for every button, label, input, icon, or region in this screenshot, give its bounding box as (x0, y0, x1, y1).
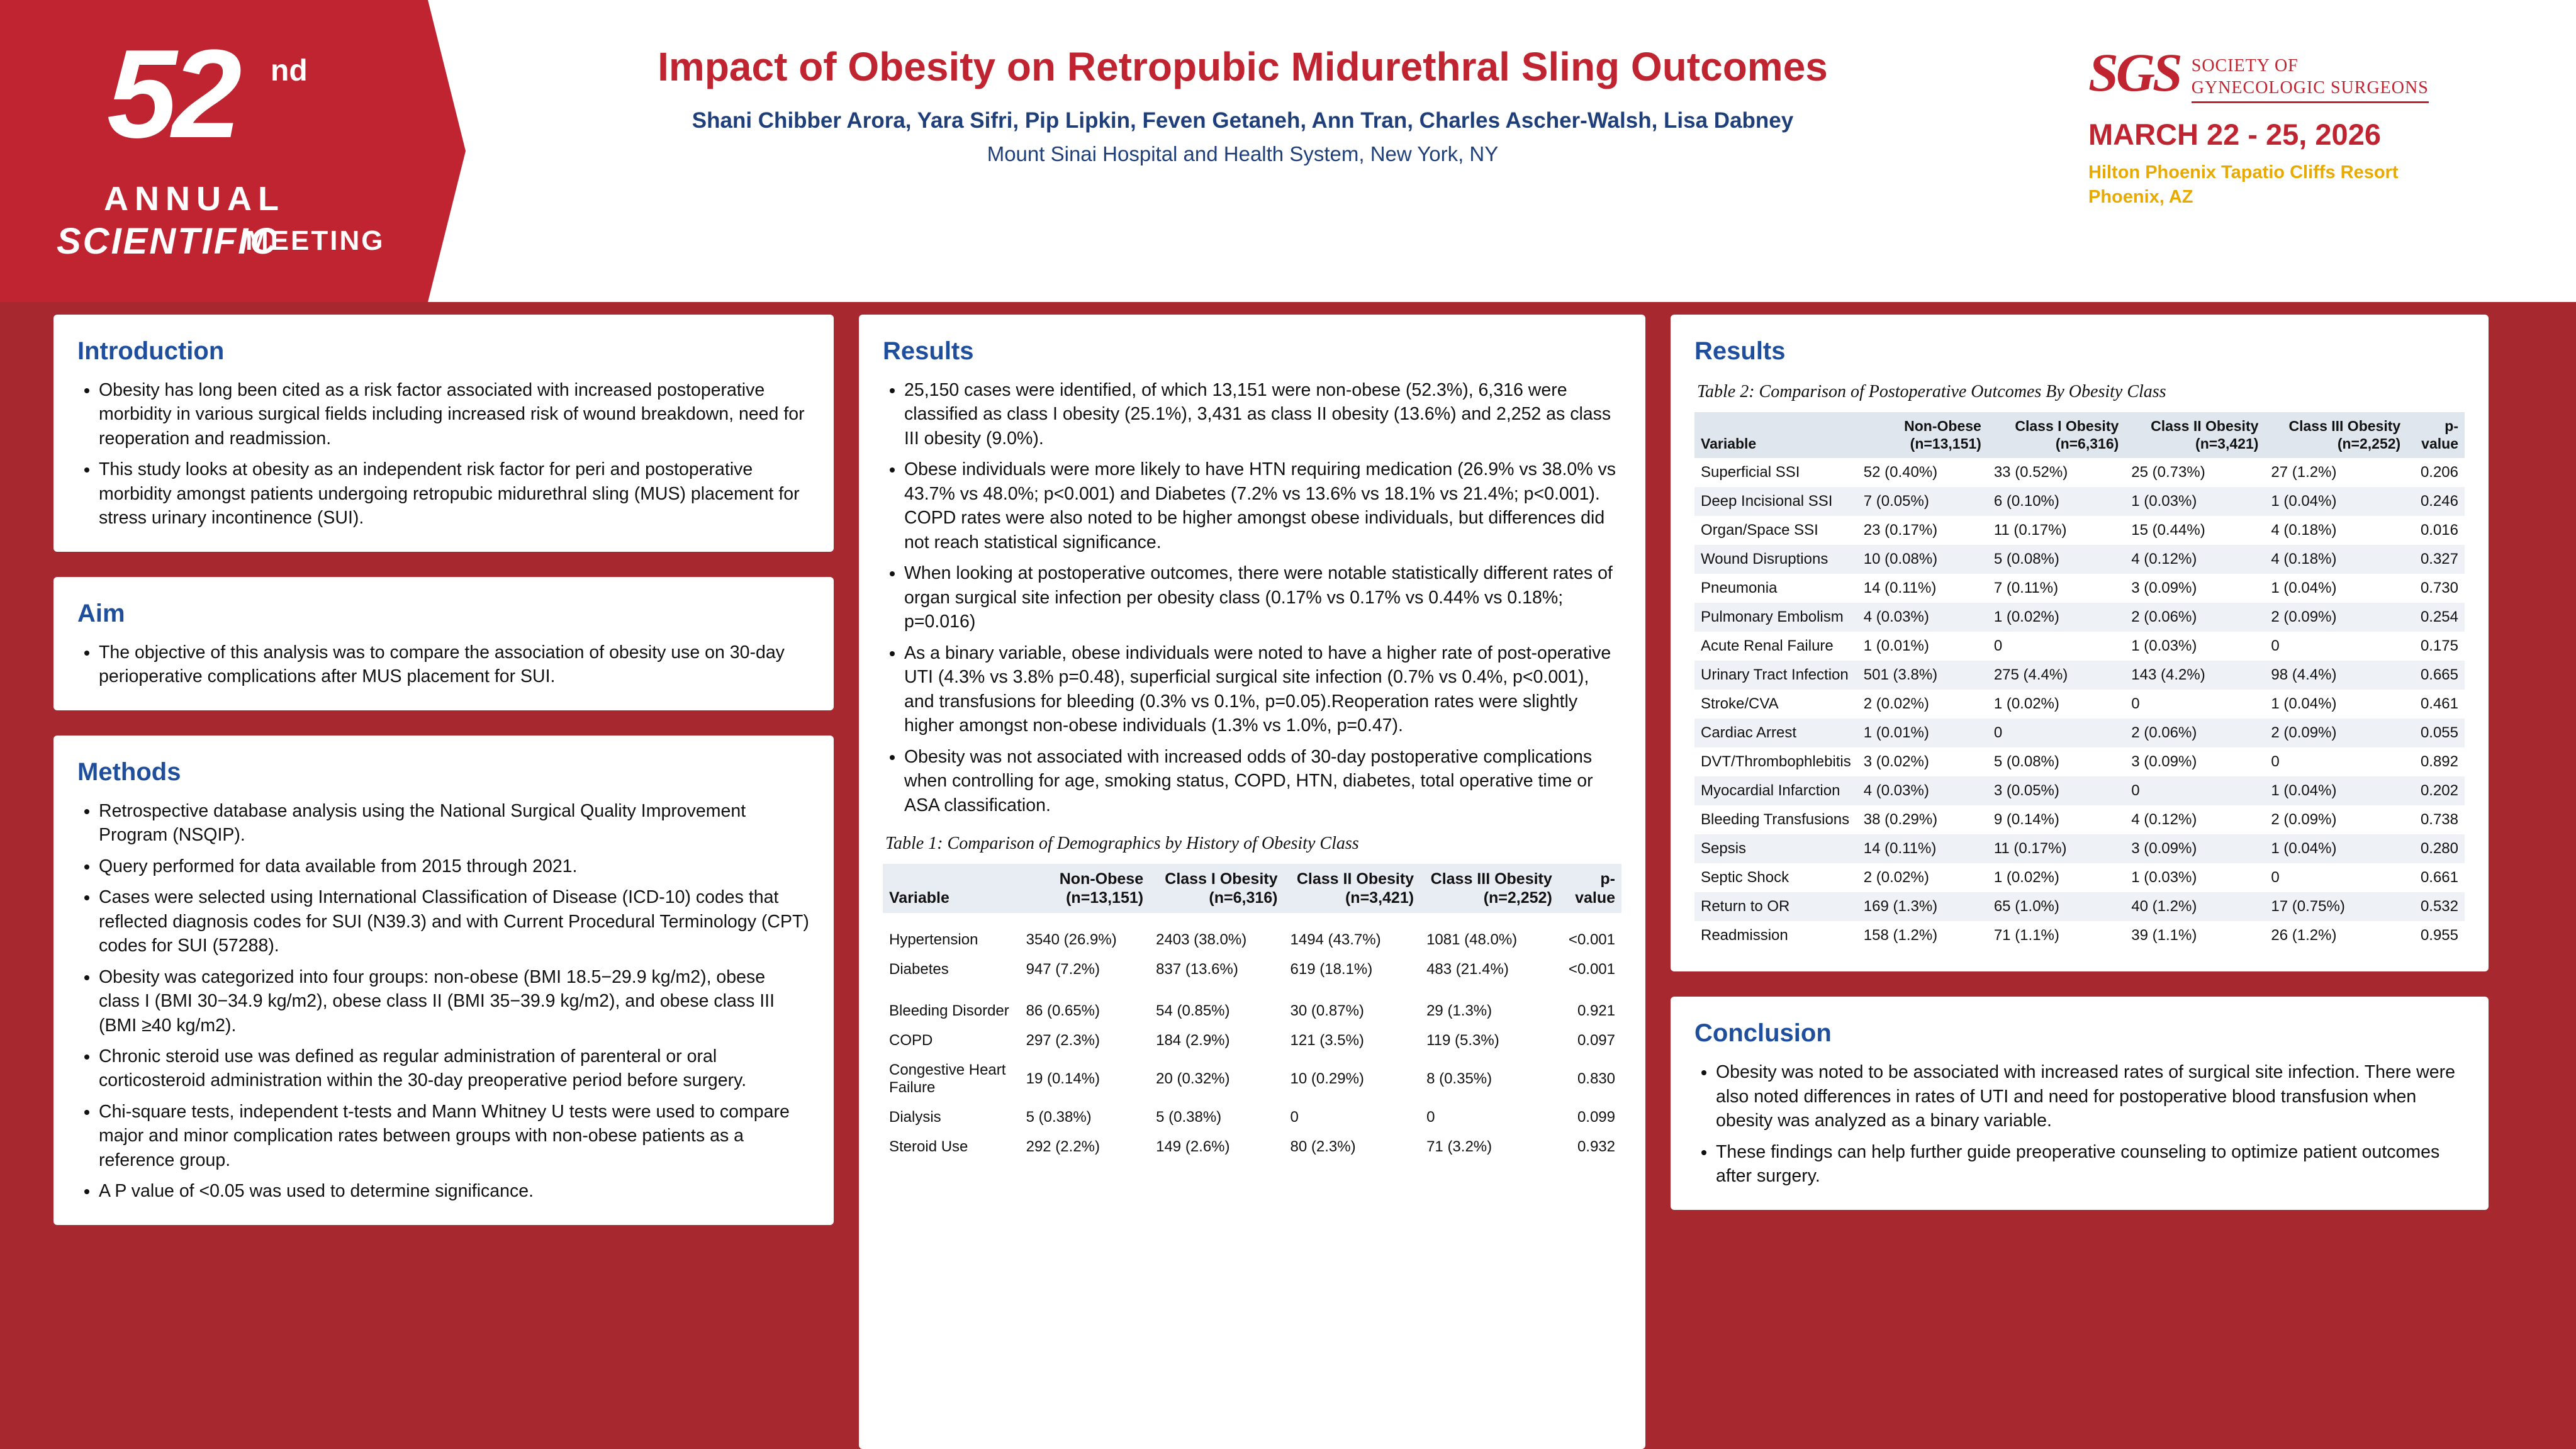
cell-value: 14 (0.11%) (1863, 840, 1937, 858)
sgs-society-line2: GYNECOLOGIC SURGEONS (2191, 78, 2429, 98)
cell-value: 5 (0.08%) (1993, 753, 2059, 771)
cell-value: 2 (0.02%) (1863, 695, 1929, 713)
cell-value: 158 (1.2%) (1863, 927, 1938, 944)
cell-value: 27 (1.2%) (2271, 464, 2337, 481)
cell-value: 3 (0.05%) (1993, 782, 2059, 800)
cell-variable: Readmission (1701, 927, 1788, 944)
cell-value: 86 (0.65%) (1020, 996, 1150, 1026)
cell-pvalue: <0.001 (1559, 954, 1621, 984)
cell-variable: Bleeding Transfusions (1701, 811, 1850, 829)
cell-value: 3 (0.09%) (2131, 579, 2197, 597)
cell-value: 65 (1.0%) (1993, 898, 2059, 915)
cell-value: 4 (0.03%) (1863, 608, 1929, 626)
cell-variable: Myocardial Infarction (1701, 782, 1840, 800)
table-row (1694, 516, 2465, 545)
cell-variable: Urinary Tract Infection (1701, 666, 1849, 684)
cell-value: 0 (2271, 869, 2280, 887)
cell-value: 10 (0.29%) (1284, 1055, 1421, 1102)
cell-variable: Pulmonary Embolism (1701, 608, 1844, 626)
cell-variable: Deep Incisional SSI (1701, 493, 1833, 510)
cell-variable: Sepsis (1701, 840, 1747, 858)
cell-variable: Diabetes (883, 954, 1020, 984)
cell-pvalue: 0.921 (1559, 996, 1621, 1026)
logo-scientific-text: SCIENTIFIC (57, 221, 279, 262)
sgs-wordmark: SGS (2088, 42, 2180, 103)
table-row (1694, 719, 2465, 747)
cell-value: 71 (1.1%) (1993, 927, 2059, 944)
cell-value: 0 (1993, 637, 2003, 655)
cell-value: 80 (2.3%) (1284, 1132, 1421, 1161)
cell-value: 619 (18.1%) (1284, 954, 1421, 984)
list-item: • Query performed for data available from 2015 through 2021. (99, 854, 810, 878)
table-row (1694, 603, 2465, 632)
table1-col-variable: Variable (889, 888, 949, 907)
cell-value: 2 (0.06%) (2131, 724, 2197, 742)
cell-value: 7 (0.11%) (1993, 579, 2059, 597)
cell-value: 3 (0.09%) (2131, 753, 2197, 771)
column-middle (859, 315, 1645, 1449)
table-row (1694, 690, 2465, 719)
conclusion-heading: Conclusion (1694, 1019, 1832, 1048)
cell-value: 1 (0.04%) (2271, 493, 2337, 510)
cell-pvalue: 0.099 (1559, 1102, 1621, 1132)
author-list: Shani Chibber Arora, Yara Sifri, Pip Lipkin, Feven Getaneh, Ann Tran, Charles Ascher-Walsh, Lisa Dabney (692, 108, 1794, 133)
list-item: • Obesity has long been cited as a risk factor associated with increased postoperative morbidity in various surgical fields including increased risk of wound breakdown, need for reoperation and readmission. (99, 378, 810, 450)
cell-value: 837 (13.6%) (1150, 954, 1284, 984)
cell-value: 6 (0.10%) (1993, 493, 2059, 510)
cell-value: 8 (0.35%) (1420, 1055, 1559, 1102)
cell-variable: Cardiac Arrest (1701, 724, 1797, 742)
cell-value: 1081 (48.0%) (1420, 925, 1559, 954)
table2-caption: Table 2: Comparison of Postoperative Outcomes By Obesity Class (1697, 382, 2166, 401)
table-row (1694, 921, 2465, 950)
introduction-heading: Introduction (77, 337, 225, 365)
venue-line1: Hilton Phoenix Tapatio Cliffs Resort (2088, 162, 2399, 182)
methods-heading: Methods (77, 758, 181, 786)
page-title: Impact of Obesity on Retropubic Midurethral Sling Outcomes (658, 44, 1828, 89)
cell-value: 1 (0.01%) (1863, 724, 1929, 742)
introduction-bullets (77, 378, 810, 530)
cell-value: 1 (0.02%) (1993, 869, 2059, 887)
cell-value: 39 (1.1%) (2131, 927, 2197, 944)
cell-value: 23 (0.17%) (1863, 522, 1938, 539)
cell-value: 14 (0.11%) (1863, 579, 1937, 597)
cell-pvalue: 0.175 (2420, 637, 2458, 655)
list-item: • When looking at postoperative outcomes, there were notable statistically different rates of organ surgical site infection per obesity class (0.17% vs 0.17% vs 0.44% vs 0.18%; p=0.016) (904, 561, 1621, 634)
table-postop-outcomes (1694, 412, 2465, 950)
cell-value: 1 (0.04%) (2271, 579, 2337, 597)
cell-value: 169 (1.3%) (1863, 898, 1938, 915)
cell-value: 2 (0.09%) (2271, 608, 2337, 626)
cell-value: 98 (4.4%) (2271, 666, 2337, 684)
logo-annual-text: ANNUAL (104, 180, 285, 218)
cell-value: 0 (2271, 637, 2280, 655)
table1-col-class2: Class II Obesity (n=3,421) (1296, 870, 1414, 907)
section-aim (53, 577, 834, 710)
results-right-heading: Results (1694, 337, 1786, 365)
cell-value: 3540 (26.9%) (1020, 925, 1150, 954)
cell-pvalue: 0.532 (2420, 898, 2458, 915)
cell-value: 2 (0.09%) (2271, 724, 2337, 742)
table-row (1694, 632, 2465, 661)
cell-variable: Bleeding Disorder (883, 996, 1020, 1026)
table1-col-pvalue: p-value (1575, 870, 1615, 907)
cell-value: 1 (0.04%) (2271, 840, 2337, 858)
cell-pvalue: 0.892 (2420, 753, 2458, 771)
cell-value: 0 (1284, 1102, 1421, 1132)
cell-pvalue: <0.001 (1559, 925, 1621, 954)
cell-variable: Septic Shock (1701, 869, 1789, 887)
cell-pvalue: 0.097 (1559, 1026, 1621, 1055)
cell-value: 2 (0.02%) (1863, 869, 1929, 887)
results-bullets (883, 378, 1621, 817)
cell-pvalue: 0.246 (2420, 493, 2458, 510)
section-conclusion (1671, 997, 2489, 1209)
cell-value: 292 (2.2%) (1020, 1132, 1150, 1161)
cell-value: 4 (0.12%) (2131, 551, 2197, 568)
cell-value: 947 (7.2%) (1020, 954, 1150, 984)
cell-value: 119 (5.3%) (1420, 1026, 1559, 1055)
list-item: • As a binary variable, obese individuals were noted to have a higher rate of post-operative UTI (4.3% vs 3.8% p=0.48), superficial surgical site infection (0.7% vs 0.4%, p<0.001), and transfusions for bleeding (0.3% vs 0.1%, p=0.05).Reoperation rates were slightly higher amongst non-obese individuals (1.3% vs 1.0%, p=0.47). (904, 641, 1621, 738)
cell-value: 38 (0.29%) (1863, 811, 1938, 829)
cell-value: 1 (0.03%) (2131, 869, 2197, 887)
table1-col-class1: Class I Obesity (n=6,316) (1165, 870, 1278, 907)
aim-bullets (77, 641, 810, 689)
cell-value: 5 (0.38%) (1020, 1102, 1150, 1132)
table-row (1694, 574, 2465, 603)
table2-col-class1: Class I Obesity (n=6,316) (2015, 418, 2119, 452)
table-row (1694, 747, 2465, 776)
table-row (1694, 487, 2465, 516)
cell-value: 52 (0.40%) (1863, 464, 1938, 481)
sgs-logo-block (2088, 42, 2541, 210)
table-row (883, 996, 1621, 1026)
cell-value: 71 (3.2%) (1420, 1132, 1559, 1161)
table-row (883, 1102, 1621, 1132)
cell-value: 2403 (38.0%) (1150, 925, 1284, 954)
cell-variable: Congestive Heart Failure (883, 1055, 1020, 1102)
cell-value: 1494 (43.7%) (1284, 925, 1421, 954)
cell-value: 4 (0.12%) (2131, 811, 2197, 829)
cell-variable: COPD (883, 1026, 1020, 1055)
cell-value: 0 (1420, 1102, 1559, 1132)
cell-value: 0 (2131, 695, 2140, 713)
venue-line2: Phoenix, AZ (2088, 187, 2193, 208)
cell-value: 30 (0.87%) (1284, 996, 1421, 1026)
table1-col-class3: Class III Obesity (n=2,252) (1430, 870, 1552, 907)
cell-value: 9 (0.14%) (1993, 811, 2059, 829)
cell-pvalue: 0.955 (2420, 927, 2458, 944)
list-item: • Chi-square tests, independent t-tests and Mann Whitney U tests were used to compare major and minor complication rates between groups with non-obese patients as a reference group. (99, 1100, 810, 1172)
table-row (883, 1055, 1621, 1102)
cell-value: 1 (0.04%) (2271, 695, 2337, 713)
cell-pvalue: 0.254 (2420, 608, 2458, 626)
list-item: • 25,150 cases were identified, of which 13,151 were non-obese (52.3%), 6,316 were classified as class I obesity (25.1%), 3,431 as class II obesity (13.6%) and 2,252 as class III obesity (9.0%). (904, 378, 1621, 450)
table-row (883, 1026, 1621, 1055)
cell-value: 26 (1.2%) (2271, 927, 2337, 944)
table-row (1694, 661, 2465, 690)
methods-bullets (77, 799, 810, 1204)
cell-pvalue: 0.830 (1559, 1055, 1621, 1102)
cell-value: 54 (0.85%) (1150, 996, 1284, 1026)
logo-ordinal: nd (271, 54, 308, 87)
cell-pvalue: 0.932 (1559, 1132, 1621, 1161)
sgs-society-line1: SOCIETY OF (2191, 56, 2299, 76)
cell-value: 0 (1993, 724, 2003, 742)
cell-variable: Stroke/CVA (1701, 695, 1779, 713)
cell-pvalue: 0.280 (2420, 840, 2458, 858)
cell-value: 1 (0.01%) (1863, 637, 1929, 655)
logo-number: 52 (107, 24, 237, 164)
table2-col-nonobese: Non-Obese (n=13,151) (1904, 418, 1981, 452)
list-item: • Obesity was not associated with increased odds of 30-day postoperative complications when controlling for age, smoking status, COPD, HTN, diabetes, total operative time or ASA classification. (904, 745, 1621, 817)
cell-value: 501 (3.8%) (1863, 666, 1938, 684)
meeting-date: MARCH 22 - 25, 2026 (2088, 118, 2381, 151)
cell-value: 25 (0.73%) (2131, 464, 2205, 481)
table-row (1694, 458, 2465, 487)
sgs-society-name (2192, 47, 2429, 103)
cell-value: 143 (4.2%) (2131, 666, 2205, 684)
column-right (1671, 315, 2489, 1449)
cell-value: 7 (0.05%) (1863, 493, 1929, 510)
list-item: • Obesity was noted to be associated with increased rates of surgical site infection. There were also noted differences in rates of UTI and need for postoperative blood transfusion when obesity was analyzed as a binary variable. (1716, 1060, 2465, 1133)
table-row (883, 925, 1621, 954)
section-results-middle (859, 315, 1645, 1449)
cell-value: 17 (0.75%) (2271, 898, 2345, 915)
section-results-right (1671, 315, 2489, 971)
table2-col-class2: Class II Obesity (n=3,421) (2151, 418, 2259, 452)
cell-value: 184 (2.9%) (1150, 1026, 1284, 1055)
cell-value: 2 (0.09%) (2271, 811, 2337, 829)
cell-value: 149 (2.6%) (1150, 1132, 1284, 1161)
cell-value: 1 (0.02%) (1993, 608, 2059, 626)
cell-pvalue: 0.055 (2420, 724, 2458, 742)
list-item: • Retrospective database analysis using the National Surgical Quality Improvement Program (NSQIP). (99, 799, 810, 848)
cell-value: 5 (0.08%) (1993, 551, 2059, 568)
table-row (1694, 545, 2465, 574)
column-left (53, 315, 834, 1449)
cell-pvalue: 0.327 (2420, 551, 2458, 568)
list-item: • These findings can help further guide preoperative counseling to optimize patient outcomes after surgery. (1716, 1140, 2465, 1189)
cell-variable: Superficial SSI (1701, 464, 1800, 481)
list-item: • Obesity was categorized into four groups: non-obese (BMI 18.5−29.9 kg/m2), obese class I (BMI 30−34.9 kg/m2), obese class II (BMI 35−39.9 kg/m2), and obese class III (BMI ≥40 kg/m2). (99, 965, 810, 1038)
cell-value: 2 (0.06%) (2131, 608, 2197, 626)
cell-value: 1 (0.03%) (2131, 493, 2197, 510)
poster-body (0, 315, 2576, 1449)
table-header-row (883, 864, 1621, 914)
list-item: • A P value of <0.05 was used to determine significance. (99, 1179, 810, 1203)
cell-value: 15 (0.44%) (2131, 522, 2205, 539)
annual-meeting-logo (38, 25, 428, 277)
cell-variable: Organ/Space SSI (1701, 522, 1818, 539)
title-block (440, 44, 2045, 166)
cell-value: 40 (1.2%) (2131, 898, 2197, 915)
section-methods (53, 736, 834, 1225)
cell-value: 20 (0.32%) (1150, 1055, 1284, 1102)
list-item: • The objective of this analysis was to compare the association of obesity use on 30-day perioperative complications after MUS placement for SUI. (99, 641, 810, 689)
meeting-venue (2088, 160, 2541, 210)
cell-value: 275 (4.4%) (1993, 666, 2068, 684)
cell-variable: Pneumonia (1701, 579, 1778, 597)
cell-pvalue: 0.665 (2420, 666, 2458, 684)
cell-value: 11 (0.17%) (1993, 840, 2067, 858)
cell-value: 0 (2131, 782, 2140, 800)
cell-value: 121 (3.5%) (1284, 1026, 1421, 1055)
table-demographics (883, 864, 1621, 1161)
cell-variable: Wound Disruptions (1701, 551, 1828, 568)
cell-value: 4 (0.18%) (2271, 551, 2337, 568)
logo-meeting-text: MEETING (245, 225, 385, 256)
table-row (1694, 834, 2465, 863)
list-item: • Chronic steroid use was defined as regular administration of parenteral or oral corticosteroid administration within the 30-day preoperative period before surgery. (99, 1044, 810, 1093)
poster-header (0, 0, 2576, 302)
cell-pvalue: 0.206 (2420, 464, 2458, 481)
cell-pvalue: 0.738 (2420, 811, 2458, 829)
cell-variable: Steroid Use (883, 1132, 1020, 1161)
list-item: • Obese individuals were more likely to have HTN requiring medication (26.9% vs 38.0% vs 43.7% vs 48.0%; p<0.001) and Diabetes (7.2% vs 13.6% vs 18.1% vs 21.4%; p<0.001). COPD rates were also noted to be higher amongst obese individuals, but differences did not reach statistical significance. (904, 457, 1621, 554)
cell-value: 29 (1.3%) (1420, 996, 1559, 1026)
table2-col-variable: Variable (1701, 435, 1757, 452)
cell-value: 1 (0.04%) (2271, 782, 2337, 800)
cell-value: 0 (2271, 753, 2280, 771)
table2-col-class3: Class III Obesity (n=2,252) (2288, 418, 2401, 452)
cell-value: 297 (2.3%) (1020, 1026, 1150, 1055)
cell-pvalue: 0.202 (2420, 782, 2458, 800)
affiliation: Mount Sinai Hospital and Health System, New York, NY (987, 142, 1499, 165)
table-header-row (1694, 412, 2465, 458)
cell-value: 11 (0.17%) (1993, 522, 2067, 539)
cell-value: 1 (0.02%) (1993, 695, 2059, 713)
list-item: • Cases were selected using International Classification of Disease (ICD-10) codes that reflected diagnosis codes for SUI (N39.3) and with Current Procedural Terminology (CPT) codes for SUI (57288). (99, 885, 810, 958)
table-row (1694, 776, 2465, 805)
cell-variable: Dialysis (883, 1102, 1020, 1132)
cell-variable: Return to OR (1701, 898, 1790, 915)
table-row (1694, 863, 2465, 892)
section-introduction (53, 315, 834, 552)
cell-pvalue: 0.461 (2420, 695, 2458, 713)
cell-value: 3 (0.09%) (2131, 840, 2197, 858)
cell-variable: Hypertension (883, 925, 1020, 954)
cell-value: 483 (21.4%) (1420, 954, 1559, 984)
cell-pvalue: 0.016 (2420, 522, 2458, 539)
cell-value: 5 (0.38%) (1150, 1102, 1284, 1132)
aim-heading: Aim (77, 599, 125, 627)
cell-value: 4 (0.03%) (1863, 782, 1929, 800)
table-row (1694, 805, 2465, 834)
cell-value: 1 (0.03%) (2131, 637, 2197, 655)
cell-pvalue: 0.730 (2420, 579, 2458, 597)
table1-col-nonobese: Non-Obese (n=13,151) (1059, 870, 1144, 907)
cell-value: 4 (0.18%) (2271, 522, 2337, 539)
list-item: • This study looks at obesity as an independent risk factor for peri and postoperative morbidity amongst patients undergoing retropubic midurethral sling (MUS) placement for stress urinary incontinence (SUI). (99, 457, 810, 530)
table-row (883, 1132, 1621, 1161)
results-heading: Results (883, 337, 974, 365)
table-row (1694, 892, 2465, 921)
cell-variable: DVT/Thrombophlebitis (1701, 753, 1851, 771)
cell-value: 3 (0.02%) (1863, 753, 1929, 771)
cell-pvalue: 0.661 (2420, 869, 2458, 887)
cell-value: 19 (0.14%) (1020, 1055, 1150, 1102)
cell-value: 10 (0.08%) (1863, 551, 1938, 568)
table1-caption: Table 1: Comparison of Demographics by History of Obesity Class (885, 833, 1359, 853)
cell-value: 33 (0.52%) (1993, 464, 2068, 481)
cell-variable: Acute Renal Failure (1701, 637, 1834, 655)
conclusion-bullets (1694, 1060, 2465, 1188)
table2-col-pvalue: p-value (2421, 418, 2458, 452)
table-row (883, 954, 1621, 984)
